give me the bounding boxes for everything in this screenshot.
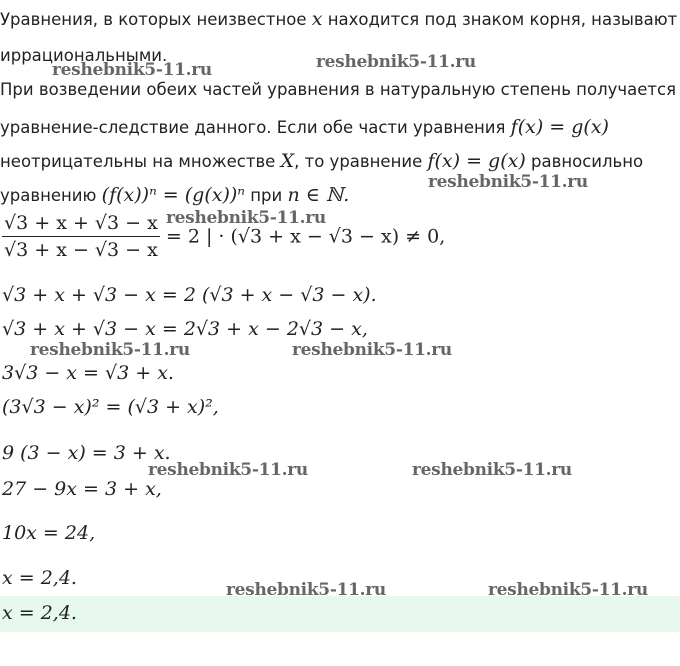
intro-line-5: [0, 150, 680, 173]
math-formula: f(x) = g(x): [427, 150, 526, 172]
text-span: равносильно: [531, 152, 644, 171]
watermark: reshebnik5-11.ru: [30, 340, 190, 360]
intro-line-1: [0, 8, 680, 31]
math-formula: (f(x))ⁿ = (g(x))ⁿ: [101, 184, 245, 206]
text-span: , то уравнение: [294, 152, 423, 171]
text-span: уравнение-следствие данного. Если обе части уравнения: [0, 118, 506, 137]
math-var: X: [280, 150, 295, 172]
watermark: reshebnik5-11.ru: [226, 580, 386, 600]
math-var: x: [311, 8, 323, 30]
watermark: reshebnik5-11.ru: [166, 208, 326, 228]
step-2: √3 + x + √3 − x = 2 (√3 + x − √3 − x).: [2, 284, 377, 306]
text-span: иррациональными.: [0, 46, 168, 65]
intro-line-3: [0, 79, 680, 101]
watermark: reshebnik5-11.ru: [316, 52, 476, 72]
text-span: при: [250, 186, 283, 205]
answer-box: [0, 596, 680, 632]
watermark: reshebnik5-11.ru: [488, 580, 648, 600]
text-span: находится под знаком корня, называют: [327, 10, 678, 29]
text-span: Уравнения, в которых неизвестное: [0, 10, 307, 29]
fraction: [2, 212, 160, 261]
step-4: 3√3 − x = √3 + x.: [2, 362, 174, 384]
watermark: reshebnik5-11.ru: [428, 172, 588, 192]
intro-line-4: [0, 116, 680, 139]
step-6: 9 (3 − x) = 3 + x.: [2, 442, 171, 464]
fraction-numerator: √3 + x + √3 − x: [2, 212, 160, 237]
step-3: √3 + x + √3 − x = 2√3 + x − 2√3 − x,: [2, 318, 368, 340]
fraction-denominator: √3 + x − √3 − x: [4, 239, 158, 261]
watermark: reshebnik5-11.ru: [148, 460, 308, 480]
math-formula: n ∈ ℕ.: [287, 184, 350, 206]
step-7: 27 − 9x = 3 + x,: [2, 478, 162, 500]
step-8: 10x = 24,: [2, 522, 96, 544]
text-span: При возведении обеих частей уравнения в натуральную степень получается: [0, 80, 677, 99]
watermark: reshebnik5-11.ru: [292, 340, 452, 360]
math-formula: f(x) = g(x): [510, 116, 609, 138]
watermark: reshebnik5-11.ru: [52, 60, 212, 80]
step-1-rest: = 2 | · (√3 + x − √3 − x) ≠ 0,: [165, 225, 446, 248]
answer: x = 2,4.: [2, 602, 77, 624]
text-span: уравнению: [0, 186, 97, 205]
watermark: reshebnik5-11.ru: [412, 460, 572, 480]
step-5: (3√3 − x)² = (√3 + x)²,: [2, 396, 219, 418]
step-9: x = 2,4.: [2, 567, 77, 589]
text-span: неотрицательны на множестве: [0, 152, 276, 171]
